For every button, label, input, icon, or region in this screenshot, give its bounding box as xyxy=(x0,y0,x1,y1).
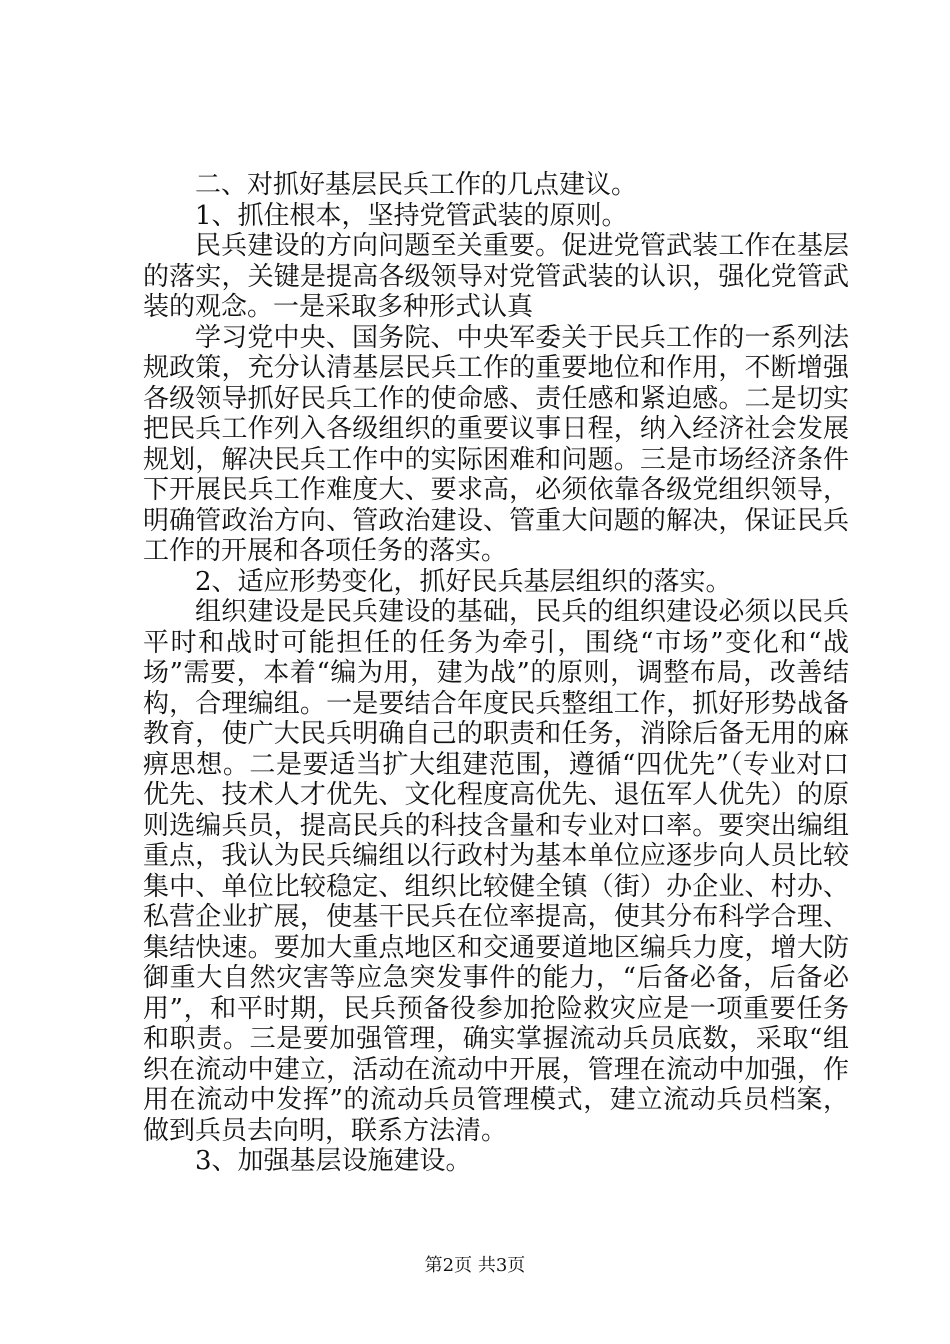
subsection-heading: 3、加强基层设施建设。 xyxy=(195,1146,472,1176)
subsection-heading: 2、适应形势变化，抓好民兵基层组织的落实。 xyxy=(195,566,732,597)
subsection-heading: 1、抓住根本，坚持党管武装的原则。 xyxy=(195,200,628,231)
body-paragraph: 组织建设是民兵建设的基础，民兵的组织建设必须以民兵平时和战时可能担任的任务为牵引，围绕“市场”变化和“战场”需要，本着“编为用，建为战”的原则，调整布局，改善结构，合理编组。一是要结合年度民兵整组工作，抓好形势战备教育，使广大民兵明确自己的职责和任务，消除后备无用的麻痹思想。二是要适当扩大组建范围，遵循“四优先”（专业对口优先、技术人才优先、文化程度高优先、退伍军人优先）的原则选编兵员，提高民兵的科技含量和专业对口率。要突出编组重点，我认为民兵编组以行政村为基本单位应逐步向人员比较集中、单位比较稳定、组织比较健全镇（街）办企业、村办、私营企业扩展，使基干民兵在位率提高，使其分布科学合理、集结快速。要加大重点地区和交通要道地区编兵力度，增大防御重大自然灾害等应急突发事件的能力，“后备必备，后备必用”，和平时期，民兵预备役参加抢险救灾应是一项重要任务和职责。三是要加强管理，确实掌握流动兵员底数，采取“组织在流动中建立，活动在流动中开展，管理在流动中加强，作用在流动中发挥”的流动兵员管理模式，建立流动兵员档案，做到兵员去向明，联系方法清。 xyxy=(143,597,849,1146)
body-paragraph: 民兵建设的方向问题至关重要。促进党管武装工作在基层的落实，关键是提高各级领导对党管武装的认识，强化党管武装的观念。一是采取多种形式认真 xyxy=(143,231,849,322)
page-number-footer: 第2页 共3页 xyxy=(424,1255,526,1276)
section-heading: 二、对抓好基层民兵工作的几点建议。 xyxy=(195,170,638,200)
document-body xyxy=(143,170,849,1177)
body-paragraph: 学习党中央、国务院、中央军委关于民兵工作的一系列法规政策，充分认清基层民兵工作的重要地位和作用，不断增强各级领导抓好民兵工作的使命感、责任感和紧迫感。二是切实把民兵工作列入各级组织的重要议事日程，纳入经济社会发展规划，解决民兵工作中的实际困难和问题。三是市场经济条件下开展民兵工作难度大、要求高，必须依靠各级党组织领导，明确管政治方向、管政治建设、管重大问题的解决，保证民兵工作的开展和各项任务的落实。 xyxy=(143,322,849,566)
